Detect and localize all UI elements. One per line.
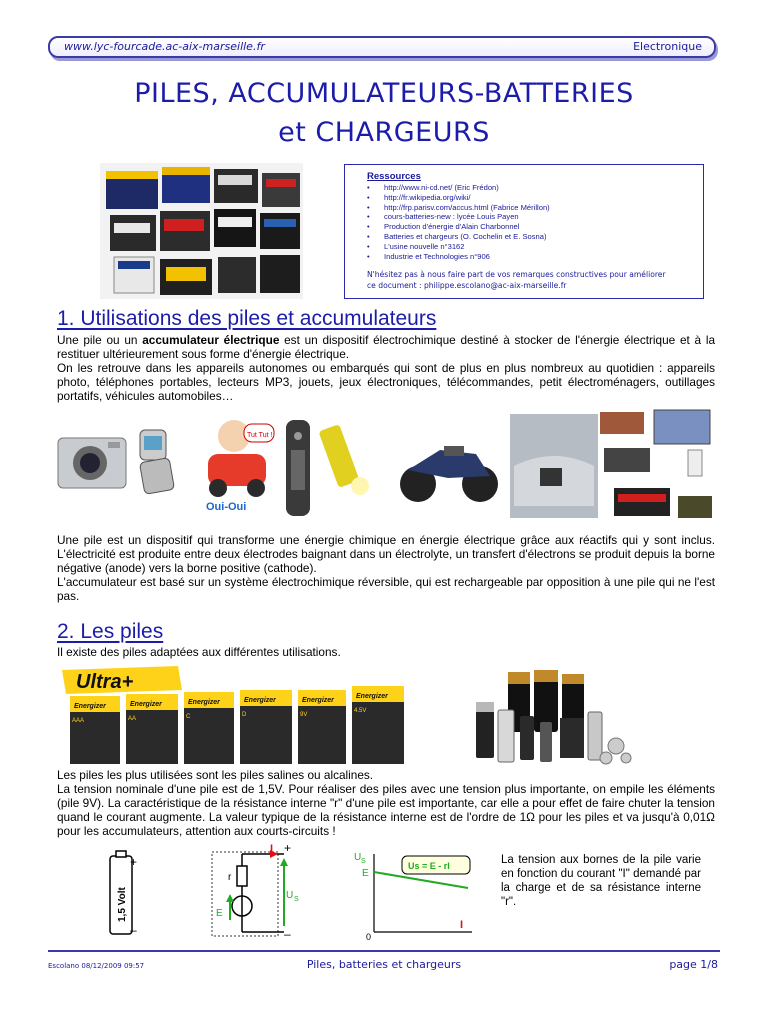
battery-minus: – [130, 923, 137, 937]
graph-i-label: I [460, 919, 464, 931]
graph-u-label: U [354, 852, 362, 863]
phone-photo [139, 430, 174, 494]
footer-divider [48, 950, 720, 952]
pack-c [184, 692, 234, 764]
camera-photo [58, 438, 126, 488]
remote-photo [286, 420, 310, 516]
p1-text-b: est un dispositif électrochimique destiné à stocker de l'énergie électrique et à la restituer ultérieurement sous forme d'énergie électrique. [57, 333, 716, 362]
pack-size-d: D [242, 712, 247, 718]
contact-email[interactable]: ce document : philippe.escolano@ac-aix-marseille.fr [367, 281, 567, 291]
pack-label: Energizer [74, 703, 106, 710]
pack-d [240, 690, 292, 764]
resource-link[interactable]: • http://fr.wikipedia.org/wiki/ [367, 193, 693, 203]
p1-text-c: On les retrouve dans les appareils autonomes ou embarqués qui sont de plus en plus nombreux au quotidien : appareils photo, téléphones portables, lecteurs MP3, jouets, jeux électroniques, télécommandes, petit électroménagers, outillages portatifs, véhicules automobiles… [57, 361, 715, 404]
p1-text-a: Une pile ou un [57, 333, 143, 347]
graph-formula: Us = E - rI [408, 861, 450, 871]
us-vs-i-graph [350, 848, 478, 942]
section2-paragraph [57, 768, 715, 838]
battery-plus: + [130, 855, 138, 869]
section1-paragraph1 [57, 333, 715, 403]
chargers-photo [600, 410, 712, 518]
loose-batteries-photo [460, 662, 640, 766]
section1-heading: 1. Utilisations des piles et accumulateurs [57, 307, 437, 330]
circuit-plus: + [284, 841, 292, 855]
header-category: Electronique [633, 40, 702, 53]
resource-item: • Industrie et Technologies n°906 [367, 252, 693, 262]
page-title-line2: et CHARGEURS [278, 117, 490, 148]
p2-text-a: Une pile est un dispositif qui transforme une énergie chimique en énergie électrique grâce aux réactifs qui y sont inclus. L'électricité est produite entre deux électrodes baignant dans un électrolyte, un transfert d'électrons se produit depuis la borne négative (anode) vers la borne positive (cathode). [57, 533, 715, 576]
circuit-current-label: I [270, 843, 274, 855]
page-title-line1: PILES, ACCUMULATEURS-BATTERIES [134, 78, 634, 109]
pack-size-aa: AA [128, 716, 137, 722]
footer-doc-title: Piles, batteries et chargeurs [306, 958, 462, 971]
pack-9v [298, 690, 346, 764]
graph-explanation: La tension aux bornes de la pile varie en fonction du courant "I" demandé par la charge et de sa résistance interne "r". [501, 854, 701, 908]
footer-author-date: Escolano 08/12/2009 09:57 [48, 962, 145, 970]
section2-heading: 2. Les piles [57, 620, 164, 643]
graph-origin: 0 [366, 932, 372, 942]
toy-brand-text: Oui-Oui [206, 501, 247, 513]
pack-size-4-5v: 4.5V [354, 708, 367, 714]
resources-note [367, 269, 693, 291]
header-url[interactable]: www.lyc-fourcade.ac-aix-marseille.fr [64, 40, 265, 53]
flashlight-photo [318, 424, 369, 495]
resource-item: • Batteries et chargeurs (O. Cochelin et E. Sosna) [367, 232, 693, 242]
battery-diagram [100, 848, 148, 940]
resource-item: • Production d'énergie d'Alain Charbonnel [367, 222, 693, 232]
header-bar [48, 36, 716, 58]
pack-4-5v [352, 686, 404, 764]
toy-car-photo [206, 420, 274, 513]
graph-u-sub: S [361, 858, 366, 865]
s2-text-b: La tension nominale d'une pile est de 1,5V. Pour réaliser des piles avec une tension plus importante, on empile les éléments (pile 9V). La caractéristique de la résistance interne "r" d'une pile est importante, car elle a pour effet de faire chuter la tension quand le courant augmente. La valeur typique de la résistance interne est de l'ordre de 1Ω pour les piles et va jusqu'à 0,01Ω pour les accumulateurs, attention aux courts-circuits ! [57, 782, 715, 839]
resource-link[interactable]: • http://www.ni-cd.net/ (Eric Frédon) [367, 183, 693, 193]
resources-title: Ressources [367, 171, 421, 182]
circuit-r-label: r [228, 872, 232, 883]
battery-voltage-label: 1,5 Volt [117, 887, 128, 922]
section1-paragraph2 [57, 533, 715, 603]
pack-size-c: C [186, 714, 191, 720]
resources-box [344, 164, 704, 299]
graph-e-label: E [362, 868, 369, 879]
circuit-diagram [208, 840, 304, 940]
energizer-packs-photo [58, 664, 410, 768]
device-photos-strip [48, 406, 720, 528]
pack-label: Energizer [130, 701, 162, 708]
toy-badge-text: Tut Tut ! [247, 432, 273, 439]
resource-link[interactable]: • http://frp.parisv.com/accus.html (Fabrice Mérillon) [367, 203, 693, 213]
resources-note-line1: N'hésitez pas à nous faire part de vos remarques constructives pour améliorer [367, 270, 666, 280]
resource-item: • cours-batteries-new : lycée Louis Payen [367, 212, 693, 222]
s2-text-a: Les piles les plus utilisées sont les piles salines ou alcalines. [57, 768, 374, 782]
ultra-brand-text: Ultra+ [76, 671, 134, 693]
pack-label: Energizer [188, 699, 220, 706]
pack-aaa [70, 696, 120, 764]
circuit-e-label: E [216, 908, 223, 919]
p1-text-bold: accumulateur électrique [142, 333, 280, 347]
circuit-u-label: U [286, 890, 294, 901]
motorcycle-photo [400, 446, 498, 502]
car-charging-photo [510, 414, 598, 518]
car-batteries-photo [100, 163, 303, 299]
circuit-minus: – [284, 927, 291, 940]
resources-list [367, 183, 693, 261]
pack-aa [126, 694, 178, 764]
circuit-u-sub: S [294, 896, 299, 903]
footer-page-number: page 1/8 [669, 958, 718, 971]
resource-item: • L'usine nouvelle n°3162 [367, 242, 693, 252]
pack-label: Energizer [356, 693, 388, 700]
pack-size-9v: 9V [300, 712, 308, 718]
pack-label: Energizer [244, 697, 276, 704]
p2-text-b: L'accumulateur est basé sur un système électrochimique réversible, qui est rechargeable par opposition à une pile qui ne l'est pas. [57, 575, 715, 604]
pack-label: Energizer [302, 697, 334, 704]
pack-size-aaa: AAA [72, 718, 85, 724]
section2-intro: Il existe des piles adaptées aux différentes utilisations. [57, 645, 341, 659]
